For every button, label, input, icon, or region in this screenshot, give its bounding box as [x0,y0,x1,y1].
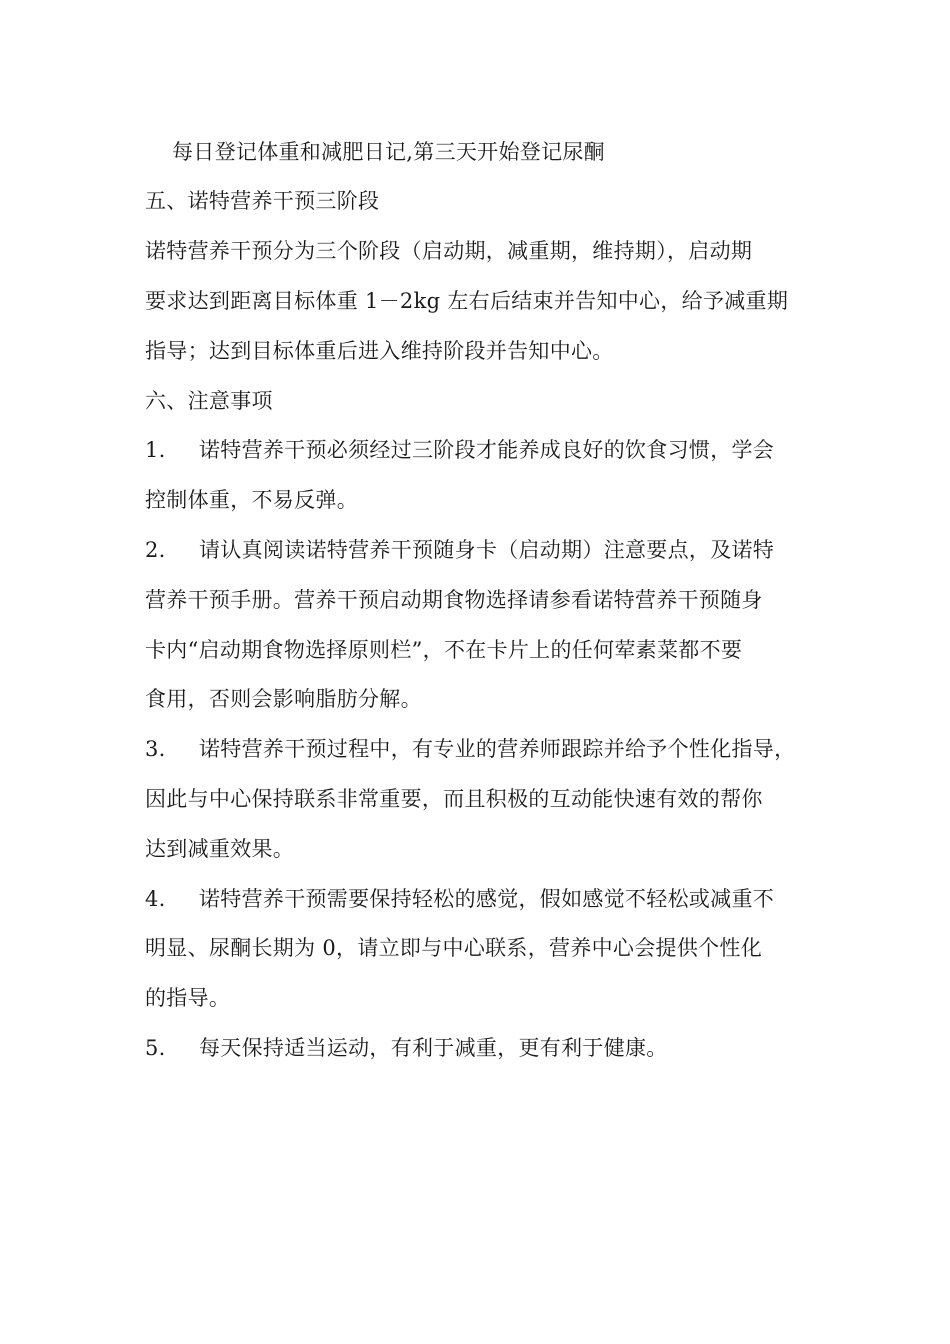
list-item-text: 每天保持适当运动，有利于减重，更有利于健康。 [199,1036,668,1060]
list-item-continuation: 控制体重，不易反弹。 [145,488,358,512]
list-item-continuation: 食用，否则会影响脂肪分解。 [145,687,422,711]
paragraph-line: 指导；达到目标体重后进入维持阶段并告知中心。 [145,339,614,363]
list-item-number: 5. [145,1036,166,1060]
list-item-number: 4. [145,887,166,911]
list-item-continuation: 明显、尿酮长期为 0，请立即与中心联系，营养中心会提供个性化 [145,936,763,960]
list-item [145,885,774,913]
list-item-number: 1. [145,438,166,462]
list-item [145,1034,668,1062]
intro-line: 每日登记体重和减肥日记,第三天开始登记尿酮 [172,140,605,164]
section-heading: 五、诺特营养干预三阶段 [145,189,380,213]
list-item-continuation: 营养干预手册。营养干预启动期食物选择请参看诺特营养干预随身 [145,588,763,612]
list-item-continuation: 的指导。 [145,986,231,1010]
paragraph-line: 诺特营养干预分为三个阶段（启动期，减重期，维持期），启动期 [145,239,753,263]
list-item-text: 诺特营养干预必须经过三阶段才能养成良好的饮食习惯，学会 [199,438,775,462]
list-item-text: 诺特营养干预过程中，有专业的营养师跟踪并给予个性化指导， [199,737,796,761]
list-item-continuation: 达到减重效果。 [145,837,295,861]
list-item [145,436,774,464]
list-item [145,735,795,763]
list-item-text: 诺特营养干预需要保持轻松的感觉，假如感觉不轻松或减重不 [199,887,775,911]
paragraph-line: 要求达到距离目标体重 1－2kg 左右后结束并告知中心，给予减重期 [145,289,789,313]
list-item [145,536,774,564]
list-item-number: 3. [145,737,166,761]
list-item-continuation: 因此与中心保持联系非常重要，而且积极的互动能快速有效的帮你 [145,787,763,811]
list-item-text: 请认真阅读诺特营养干预随身卡（启动期）注意要点，及诺特 [199,538,775,562]
section-heading: 六、注意事项 [145,389,273,413]
list-item-continuation: 卡内“启动期食物选择原则栏”，不在卡片上的任何荤素菜都不要 [145,638,743,662]
list-item-number: 2. [145,538,166,562]
